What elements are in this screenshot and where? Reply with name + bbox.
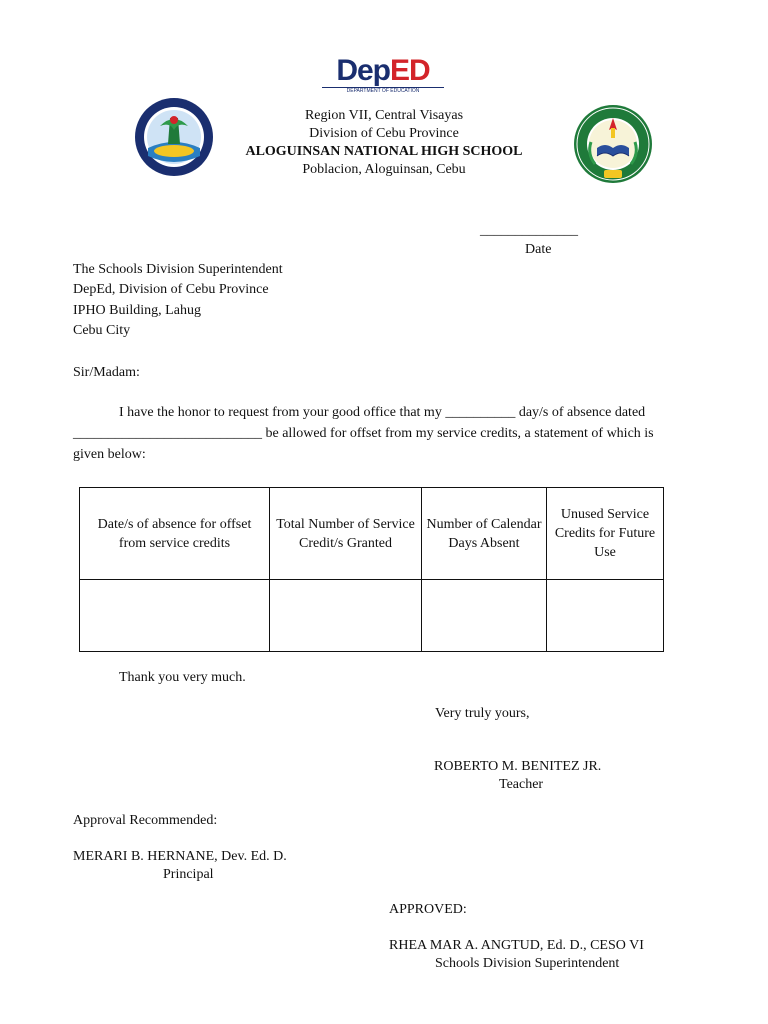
addressee-line: IPHO Building, Lahug [73, 303, 201, 318]
date-label: Date [525, 242, 552, 257]
region-line: Region VII, Central Visayas [304, 108, 464, 123]
approver-name: RHEA MAR A. ANGTUD, Ed. D., CESO VI [389, 938, 644, 953]
service-credits-table [79, 487, 664, 652]
table-header-cell: Total Number of Service Credit/s Granted [270, 488, 422, 580]
table-cell[interactable] [547, 580, 664, 652]
sender-title: Teacher [499, 777, 544, 792]
valediction: Very truly yours, [435, 706, 530, 721]
addressee-line: Cebu City [73, 323, 131, 338]
salutation: Sir/Madam: [73, 365, 140, 380]
body-line-3: given below: [73, 447, 146, 462]
school-address: Poblacion, Aloguinsan, Cebu [302, 162, 466, 177]
date-blank: ______________ [480, 223, 578, 238]
table-header-cell: Number of Calendar Days Absent [422, 488, 547, 580]
body-line-2: ___________________________ be allowed for offset from my service credits, a statement of which is [73, 426, 654, 441]
thanks-line: Thank you very much. [119, 670, 246, 685]
addressee-line: DepEd, Division of Cebu Province [73, 282, 269, 297]
deped-logo-subtext: DEPARTMENT OF EDUCATION [322, 87, 444, 94]
deped-logo-wordmark [318, 55, 448, 87]
deped-logo [318, 55, 448, 97]
table-row [80, 580, 664, 652]
deped-logo-dep: Dep [336, 54, 390, 87]
table-header-cell: Date/s of absence for offset from service credits [80, 488, 270, 580]
table-cell[interactable] [80, 580, 270, 652]
table-cell[interactable] [422, 580, 547, 652]
approver-title: Schools Division Superintendent [435, 956, 620, 971]
sender-name: ROBERTO M. BENITEZ JR. [434, 759, 602, 774]
division-line: Division of Cebu Province [309, 126, 459, 141]
table-header-cell: Unused Service Credits for Future Use [547, 488, 664, 580]
approval-recommended-label: Approval Recommended: [73, 813, 218, 828]
recommender-title: Principal [163, 867, 214, 882]
table-header-row [80, 488, 664, 580]
addressee-line: The Schools Division Superintendent [73, 262, 283, 277]
table-cell[interactable] [270, 580, 422, 652]
school-name: ALOGUINSAN NATIONAL HIGH SCHOOL [245, 144, 523, 159]
recommender-name: MERARI B. HERNANE, Dev. Ed. D. [73, 849, 287, 864]
approved-label: APPROVED: [389, 902, 467, 917]
deped-logo-ed: ED [390, 54, 430, 87]
body-line-1: I have the honor to request from your good office that my __________ day/s of absence dated [119, 405, 646, 420]
